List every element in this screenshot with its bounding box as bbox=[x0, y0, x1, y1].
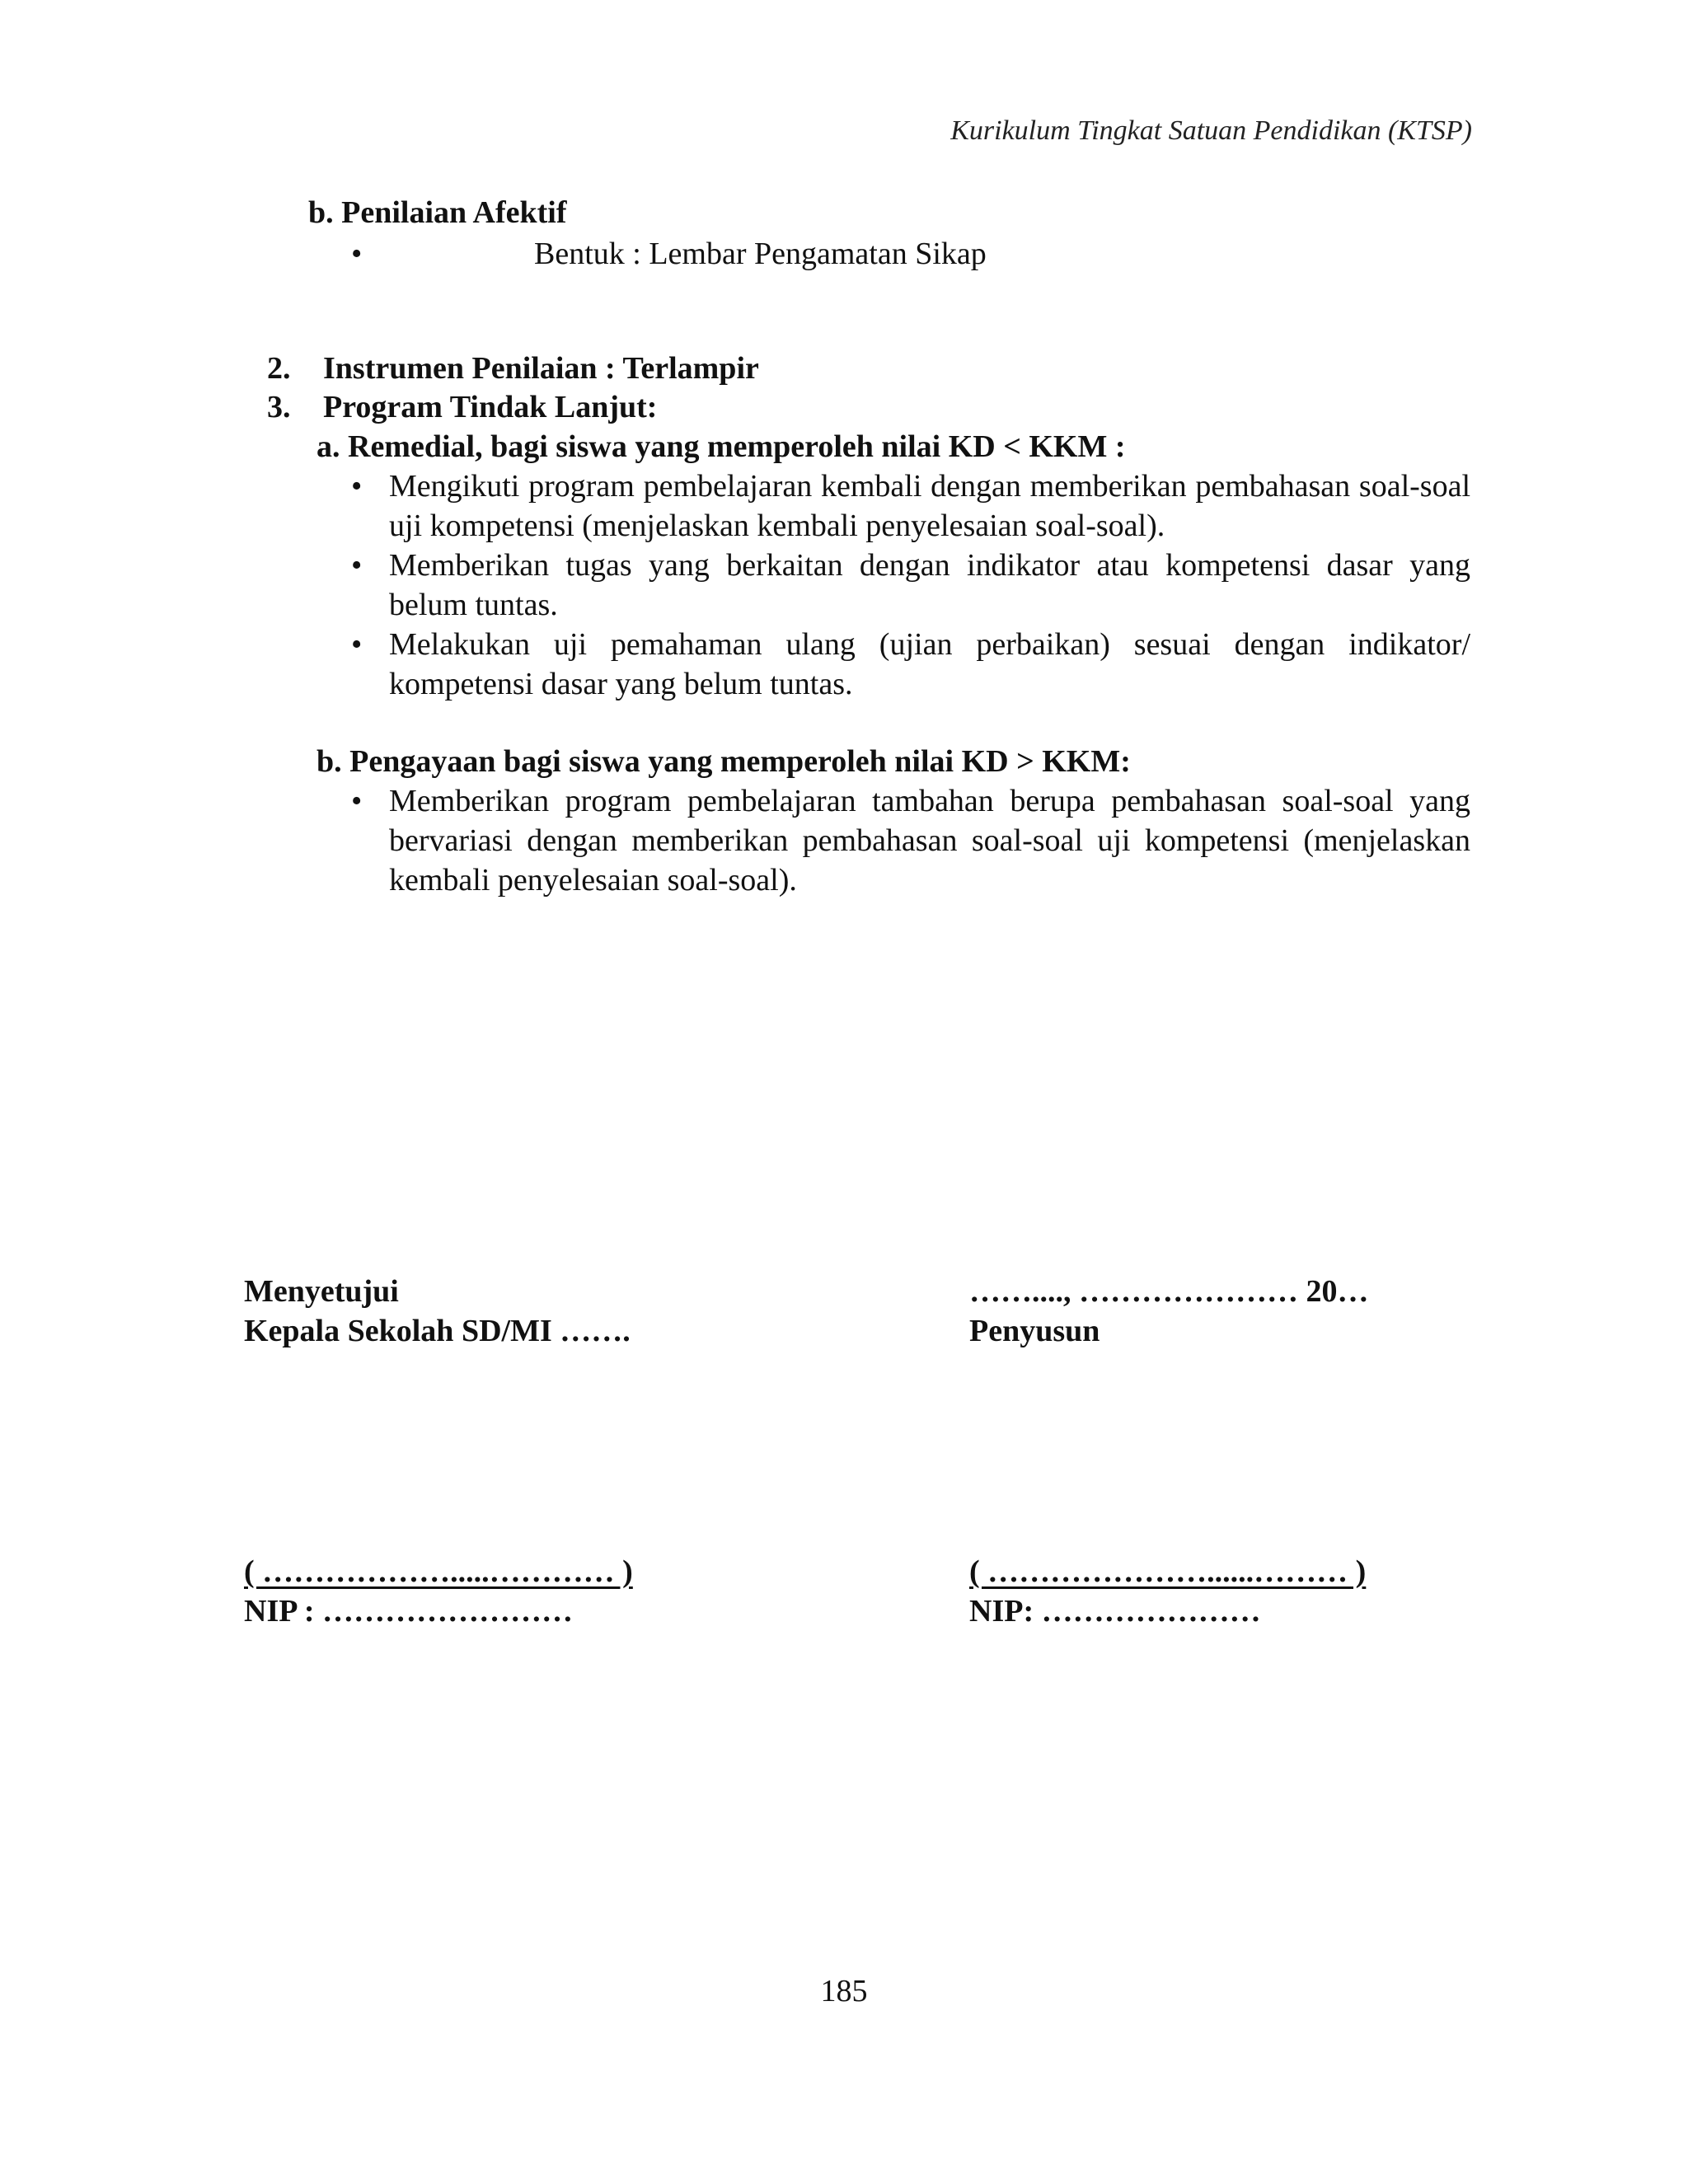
running-header: Kurikulum Tingkat Satuan Pendidikan (KTSP) bbox=[950, 115, 1472, 146]
section-b-bullet-text: Bentuk : Lembar Pengamatan Sikap bbox=[534, 237, 987, 271]
pengayaan-heading: b. Pengayaan bagi siswa yang memperoleh nilai KD > KKM: bbox=[316, 744, 1131, 779]
bullet-icon: • bbox=[351, 469, 363, 504]
bullet-icon: • bbox=[351, 784, 363, 818]
author-name-line: ( …………………......……… ) bbox=[969, 1554, 1367, 1589]
principal-label: Kepala Sekolah SD/MI ……. bbox=[244, 1314, 631, 1348]
remedial-heading: a. Remedial, bagi siswa yang memperoleh nilai KD < KKM : bbox=[316, 429, 1126, 464]
bullet-icon: • bbox=[351, 627, 363, 662]
item-2-number: 2. bbox=[267, 351, 291, 386]
pengayaan-item: Memberikan program pembelajaran tambahan berupa pembahasan soal-soal yang bervariasi dengan memberikan pembahasan soal-soal uji kompetensi (menjelaskan kembali penyelesaian soal-soal). bbox=[389, 784, 1470, 898]
page-number: 185 bbox=[820, 1974, 868, 2008]
remedial-item: Mengikuti program pembelajaran kembali dengan memberikan pembahasan soal-soal uji kompetensi (menjelaskan kembali penyelesaian soal-soal). bbox=[389, 469, 1470, 543]
bullet-icon: • bbox=[351, 548, 363, 583]
principal-nip: NIP : …………………… bbox=[244, 1594, 573, 1629]
section-b-title: b. Penilaian Afektif bbox=[308, 195, 567, 230]
author-label: Penyusun bbox=[969, 1314, 1100, 1348]
remedial-item: Melakukan uji pemahaman ulang (ujian perbaikan) sesuai dengan indikator/ kompetensi dasar yang belum tuntas. bbox=[389, 627, 1470, 701]
approval-label: Menyetujui bbox=[244, 1274, 399, 1309]
item-3-text: Program Tindak Lanjut: bbox=[323, 390, 658, 424]
item-3-number: 3. bbox=[267, 390, 291, 424]
place-date-line: ……...., ………………… 20… bbox=[969, 1274, 1369, 1309]
principal-name-line: ( ……………….....………… ) bbox=[244, 1554, 633, 1589]
author-nip: NIP: ………………… bbox=[969, 1594, 1261, 1629]
item-2-text: Instrumen Penilaian : Terlampir bbox=[323, 351, 759, 386]
bullet-icon: • bbox=[351, 237, 363, 271]
remedial-item: Memberikan tugas yang berkaitan dengan indikator atau kompetensi dasar yang belum tuntas. bbox=[389, 548, 1470, 622]
